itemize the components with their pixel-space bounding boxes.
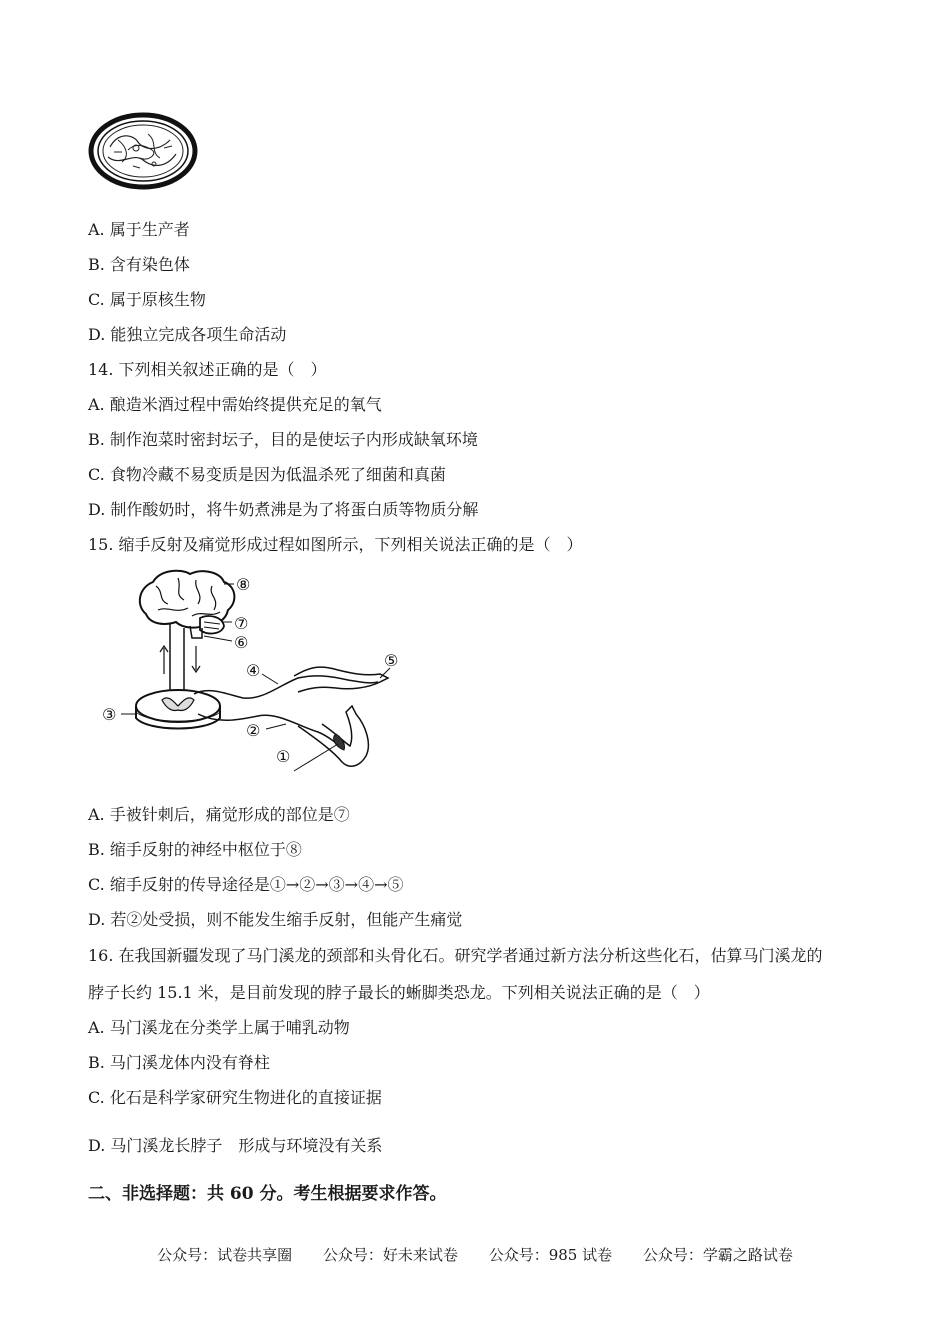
label-5: ⑤ (384, 651, 399, 670)
footer-item: 公众号：学霸之路试卷 (642, 1246, 793, 1264)
q15-option-d: D. 若②处受损，则不能发生缩手反射，但能产生痛觉 (88, 910, 463, 929)
footer-item: 公众号：好未来试卷 (322, 1246, 458, 1264)
q13-option-a: A. 属于生产者 (88, 220, 190, 239)
label-3: ③ (102, 705, 117, 724)
footer-item: 公众号：985 试卷 (488, 1246, 613, 1264)
q14-option-a: A. 酿造米酒过程中需始终提供充足的氧气 (88, 395, 382, 414)
q13-option-b: B. 含有染色体 (88, 255, 190, 274)
q16-stem-line1: 16. 在我国新疆发现了马门溪龙的颈部和头骨化石。研究学者通过新方法分析这些化石，估算马门溪龙的 (88, 946, 823, 965)
q14-option-c: C. 食物冷藏不易变质是因为低温杀死了细菌和真菌 (88, 465, 446, 484)
footer-watermark (0, 1245, 950, 1265)
q16-option-b: B. 马门溪龙体内没有脊柱 (88, 1053, 270, 1072)
footer-item: 公众号：试卷共享圈 (157, 1246, 293, 1264)
q15-reflex-arc-figure (98, 566, 418, 776)
label-7: ⑦ (234, 614, 249, 633)
q15-option-b: B. 缩手反射的神经中枢位于⑧ (88, 840, 302, 859)
label-1: ① (276, 747, 291, 766)
section2-heading: 二、非选择题：共 60 分。考生根据要求作答。 (88, 1184, 447, 1204)
label-8: ⑧ (236, 575, 251, 594)
q16-option-d: D. 马门溪龙长脖子 形成与环境没有关系 (88, 1136, 383, 1155)
q13-option-c: C. 属于原核生物 (88, 290, 206, 309)
q15-option-c: C. 缩手反射的传导途径是①→②→③→④→⑤ (88, 875, 404, 894)
q16-option-c: C. 化石是科学家研究生物进化的直接证据 (88, 1088, 382, 1107)
label-2: ② (246, 721, 261, 740)
q16-option-a: A. 马门溪龙在分类学上属于哺乳动物 (88, 1018, 350, 1037)
q13-option-d: D. 能独立完成各项生命活动 (88, 325, 287, 344)
q13-organism-figure (88, 112, 198, 190)
q14-option-b: B. 制作泡菜时密封坛子，目的是使坛子内形成缺氧环境 (88, 430, 478, 449)
q14-option-d: D. 制作酸奶时，将牛奶煮沸是为了将蛋白质等物质分解 (88, 500, 479, 519)
label-6: ⑥ (234, 633, 249, 652)
q16-stem-line2: 脖子长约 15.1 米，是目前发现的脖子最长的蜥脚类恐龙。下列相关说法正确的是（ ） (88, 983, 710, 1002)
q15-stem: 15. 缩手反射及痛觉形成过程如图所示，下列相关说法正确的是（ ） (88, 535, 583, 554)
q14-stem: 14. 下列相关叙述正确的是（ ） (88, 360, 327, 379)
label-4: ④ (246, 661, 261, 680)
q15-option-a: A. 手被针刺后，痛觉形成的部位是⑦ (88, 805, 350, 824)
